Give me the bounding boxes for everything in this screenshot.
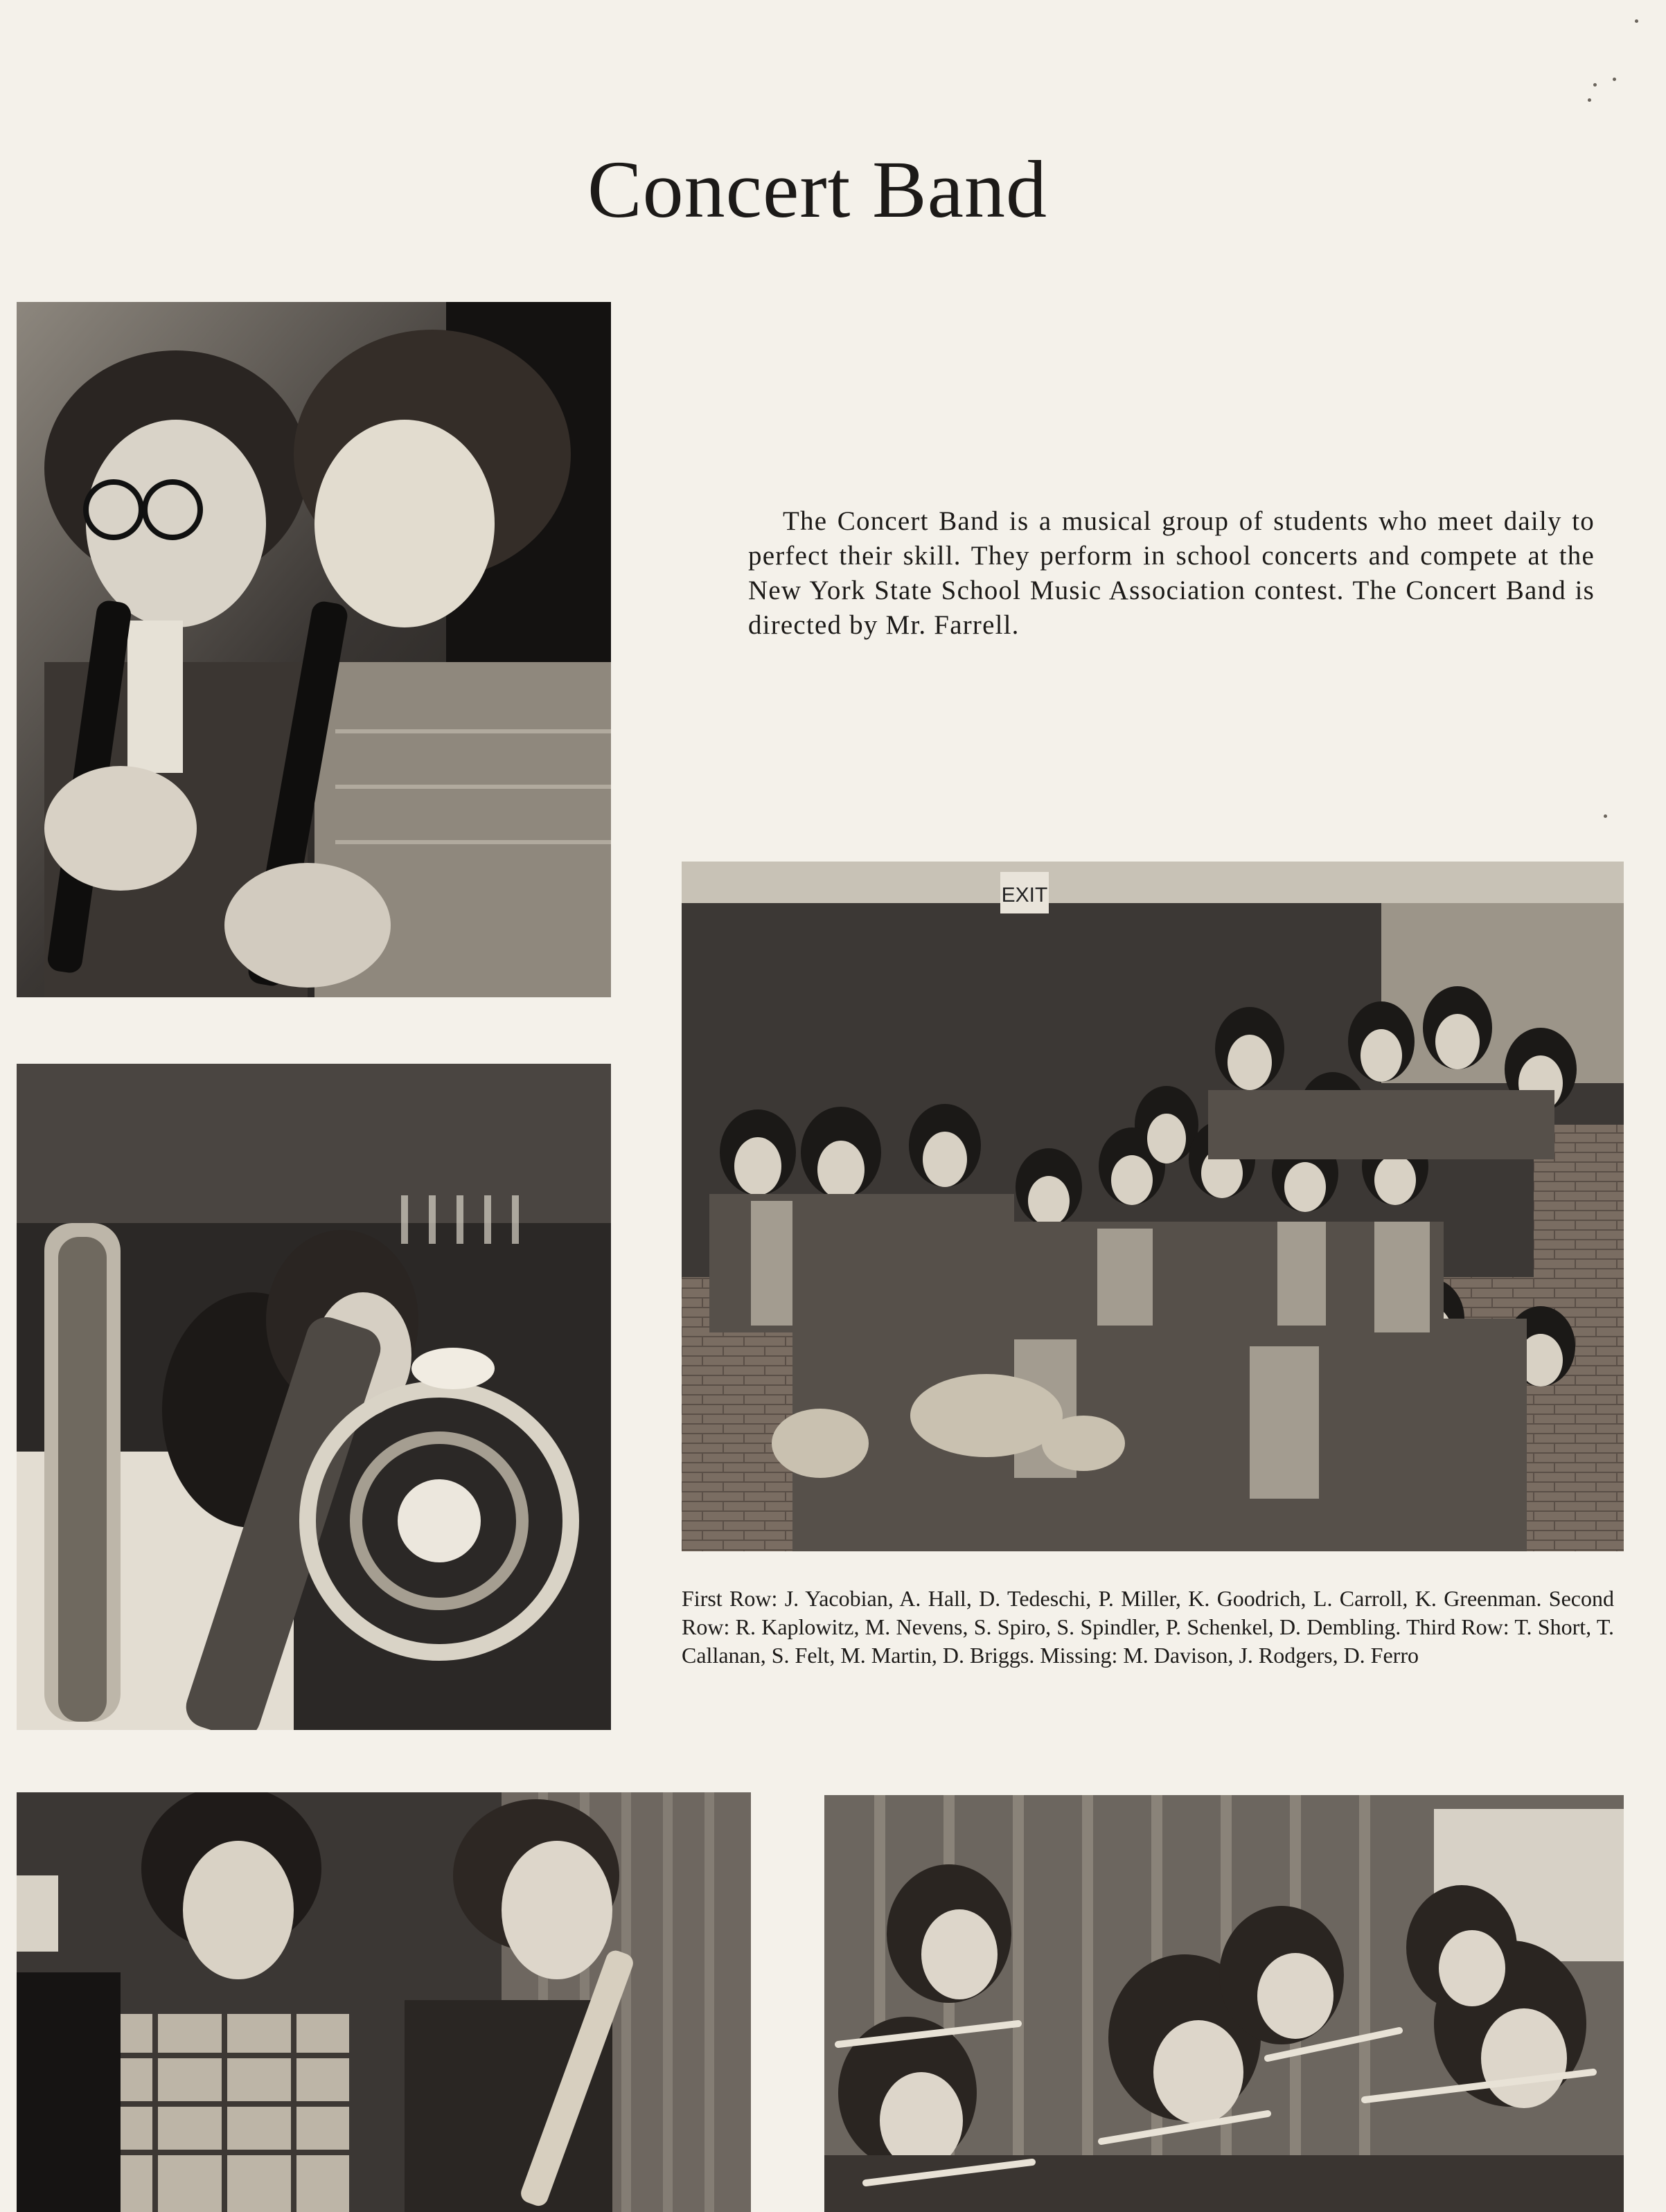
saxophone-players-photo xyxy=(17,1792,751,2212)
print-speck xyxy=(1588,98,1591,102)
print-speck xyxy=(1635,19,1638,23)
group-photo-caption: First Row: J. Yacobian, A. Hall, D. Tedeschi, P. Miller, K. Goodrich, L. Carroll, K. Greenman. Second Row: R. Kaplowitz, M. Nevens, S. Spiro, S. Spindler, P. Schenkel, D. Dembling. Third Row: T. Short, T. Callanan, S. Felt, M. Martin, D. Briggs. Missing: M. Davison, J. Rodgers, D. Ferro xyxy=(682,1586,1614,1668)
flute-section-photo xyxy=(824,1795,1624,2212)
french-horn-bassoon-photo xyxy=(17,1064,611,1730)
saxophone-players-image xyxy=(17,1792,751,2212)
band-group-image xyxy=(682,862,1624,1551)
french-horn-bassoon-image xyxy=(17,1064,611,1730)
exit-sign: EXIT xyxy=(1001,884,1048,907)
band-group-photo xyxy=(682,862,1624,1551)
clarinet-players-image xyxy=(17,302,611,997)
intro-paragraph: The Concert Band is a musical group of students who meet daily to perfect their skill. They perform in school concerts and compete at the New York State School Music Association contest. The Concert Band is directed by Mr. Farrell. xyxy=(748,506,1595,640)
page-title: Concert Band xyxy=(587,144,1048,235)
clarinet-players-photo xyxy=(17,302,611,997)
print-speck xyxy=(1613,78,1616,81)
print-speck xyxy=(1604,814,1607,818)
print-speck xyxy=(1593,83,1597,87)
flute-section-image xyxy=(824,1795,1624,2212)
